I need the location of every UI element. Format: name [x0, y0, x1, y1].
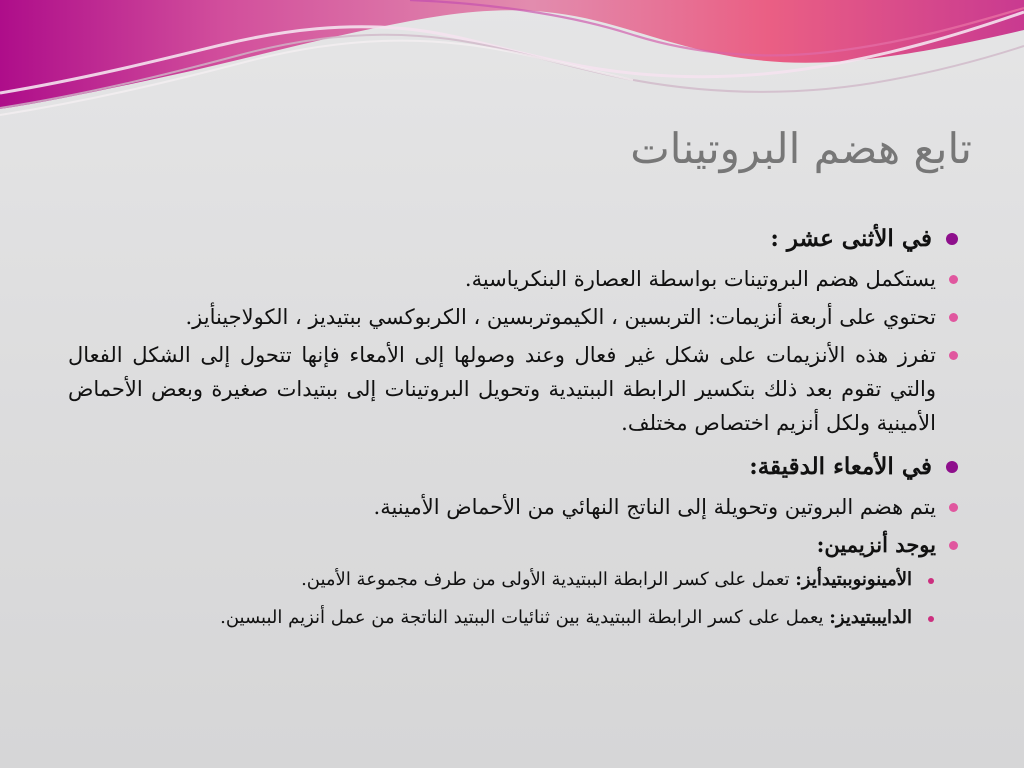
list-item: [68, 300, 958, 334]
subheading-text: يوجد أنزيمين:: [816, 532, 936, 557]
secondary-bullet-icon: [949, 313, 958, 322]
sub-list-item: [68, 602, 958, 634]
secondary-bullet-icon: [949, 503, 958, 512]
header-wave-graphic: [0, 0, 1024, 120]
sub-list-item: [68, 564, 958, 596]
secondary-bullet-icon: [949, 351, 958, 360]
section-heading-duodenum: [68, 222, 958, 256]
secondary-bullet-icon: [949, 541, 958, 550]
list-item-paragraph: تفرز هذه الأنزيمات على شكل غير فعال وعند وصولها إلى الأمعاء فإنها تتحول إلى الشكل الفعال والتي تقوم بعد ذلك بتكسير الرابطة الببتيدية وتحويل البروتينات إلى ببتيدات صغيرة وبعض الأحماض الأمينية ولكل أنزيم اختصاص مختلف.: [68, 343, 936, 435]
tertiary-bullet-icon: [928, 616, 934, 622]
list-item-text: يستكمل هضم البروتينات بواسطة العصارة البنكرياسية.: [464, 267, 936, 291]
primary-bullet-icon: [946, 461, 958, 473]
list-item: [68, 262, 958, 296]
section-heading-text: في الأمعاء الدقيقة:: [749, 453, 932, 480]
enzyme-description: يعمل على كسر الرابطة الببتيدية بين ثنائيات الببتيد الناتجة من عمل أنزيم الببسين.: [220, 607, 824, 628]
secondary-bullet-icon: [949, 275, 958, 284]
main-content: [68, 220, 958, 634]
primary-bullet-icon: [946, 233, 958, 245]
list-item: [68, 490, 958, 524]
section-heading-small-intestine: [68, 450, 958, 484]
section-heading-text: في الأثنى عشر :: [770, 225, 932, 252]
enzyme-description: تعمل على كسر الرابطة الببتيدية الأولى من طرف مجموعة الأمين.: [301, 569, 790, 590]
subheading-enzymes: [68, 528, 958, 562]
list-item-text: يتم هضم البروتين وتحويلة إلى الناتج النهائي من الأحماض الأمينية.: [373, 495, 936, 519]
enzyme-term: الدايببتيديز:: [829, 607, 912, 628]
list-item: [68, 338, 958, 440]
slide-title: تابع هضم البروتينات: [630, 124, 972, 173]
enzyme-term: الأمينونوببتيدأيز:: [795, 569, 912, 590]
tertiary-bullet-icon: [928, 578, 934, 584]
list-item-text: تحتوي على أربعة أنزيمات: التربسين ، الكيموتربسين ، الكربوكسي ببتيديز ، الكولاجينأيز.: [185, 305, 936, 329]
